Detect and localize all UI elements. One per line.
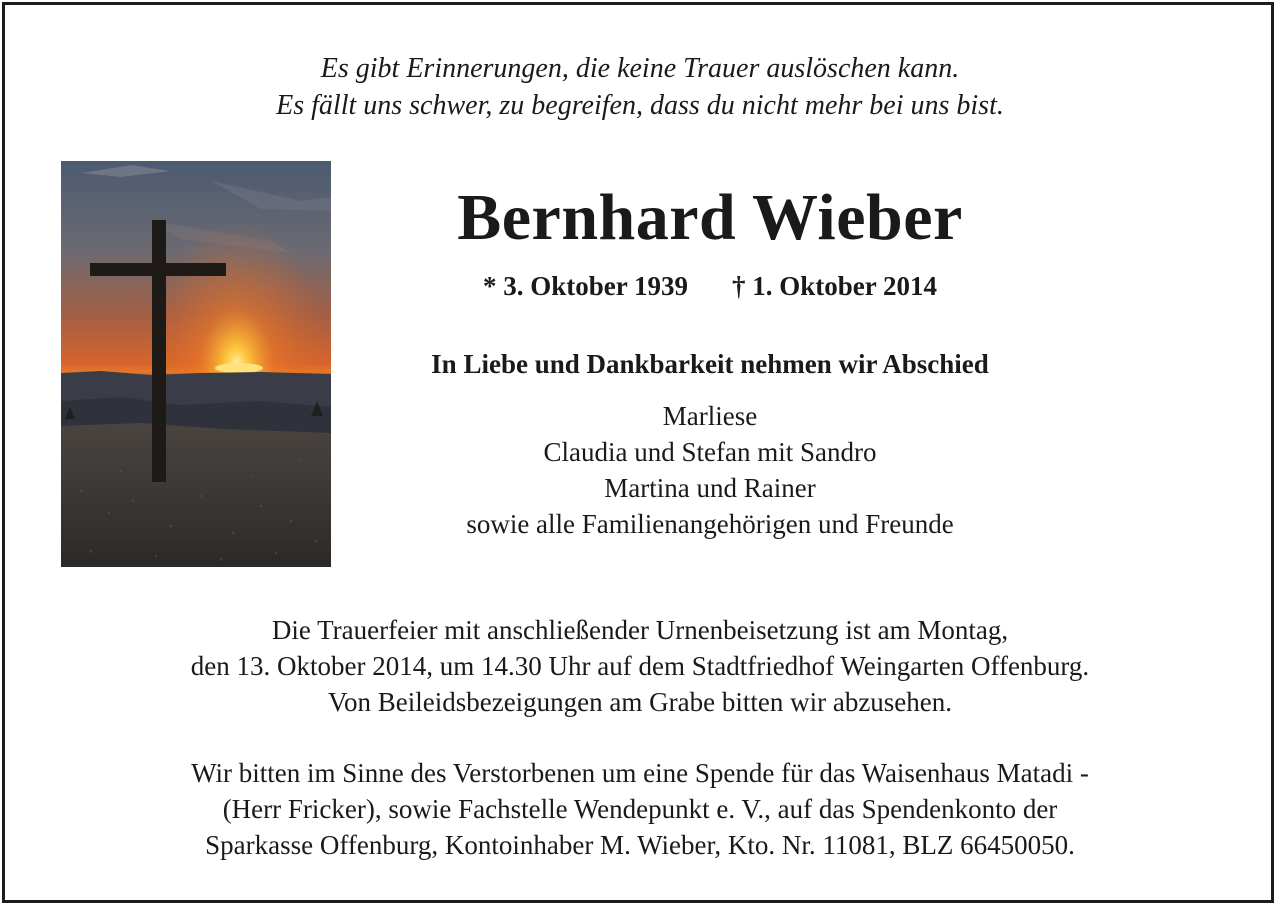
- ground: [61, 423, 331, 567]
- sun: [215, 363, 263, 373]
- cross-sunset-photo: [61, 161, 331, 567]
- ceremony-announcement: [0, 612, 1280, 720]
- death-date: † 1. Oktober 2014: [732, 271, 938, 301]
- donation-request: [0, 755, 1280, 863]
- birth-date: * 3. Oktober 1939: [482, 271, 688, 301]
- motto-quote: [0, 50, 1280, 124]
- farewell-heading: In Liebe und Dankbarkeit nehmen wir Abschied: [431, 349, 989, 379]
- deceased-name: Bernhard Wieber: [457, 181, 963, 254]
- mourners-list: [360, 398, 1060, 542]
- ceremony-line: Die Trauerfeier mit anschließender Urnenbeisetzung ist am Montag,: [271, 615, 1009, 645]
- donation-line: Sparkasse Offenburg, Kontoinhaber M. Wieber, Kto. Nr. 11081, BLZ 66450050.: [205, 830, 1075, 860]
- mourner-line: sowie alle Familienangehörigen und Freunde: [466, 509, 954, 539]
- ceremony-line: Von Beileidsbezeigungen am Grabe bitten wir abzusehen.: [327, 687, 953, 717]
- motto-line: Es fällt uns schwer, zu begreifen, dass du nicht mehr bei uns bist.: [276, 90, 1004, 121]
- mourner-line: Marliese: [662, 401, 758, 431]
- mourner-line: Claudia und Stefan mit Sandro: [543, 437, 877, 467]
- donation-line: Wir bitten im Sinne des Verstorbenen um eine Spende für das Waisenhaus Matadi -: [191, 758, 1089, 788]
- motto-line: Es gibt Erinnerungen, die keine Trauer auslöschen kann.: [320, 53, 960, 84]
- ceremony-line: den 13. Oktober 2014, um 14.30 Uhr auf dem Stadtfriedhof Weingarten Offenburg.: [190, 651, 1090, 681]
- donation-line: (Herr Fricker), sowie Fachstelle Wendepunkt e. V., auf das Spendenkonto der: [222, 794, 1058, 824]
- mourner-line: Martina und Rainer: [604, 473, 816, 503]
- life-dates: [360, 268, 1060, 304]
